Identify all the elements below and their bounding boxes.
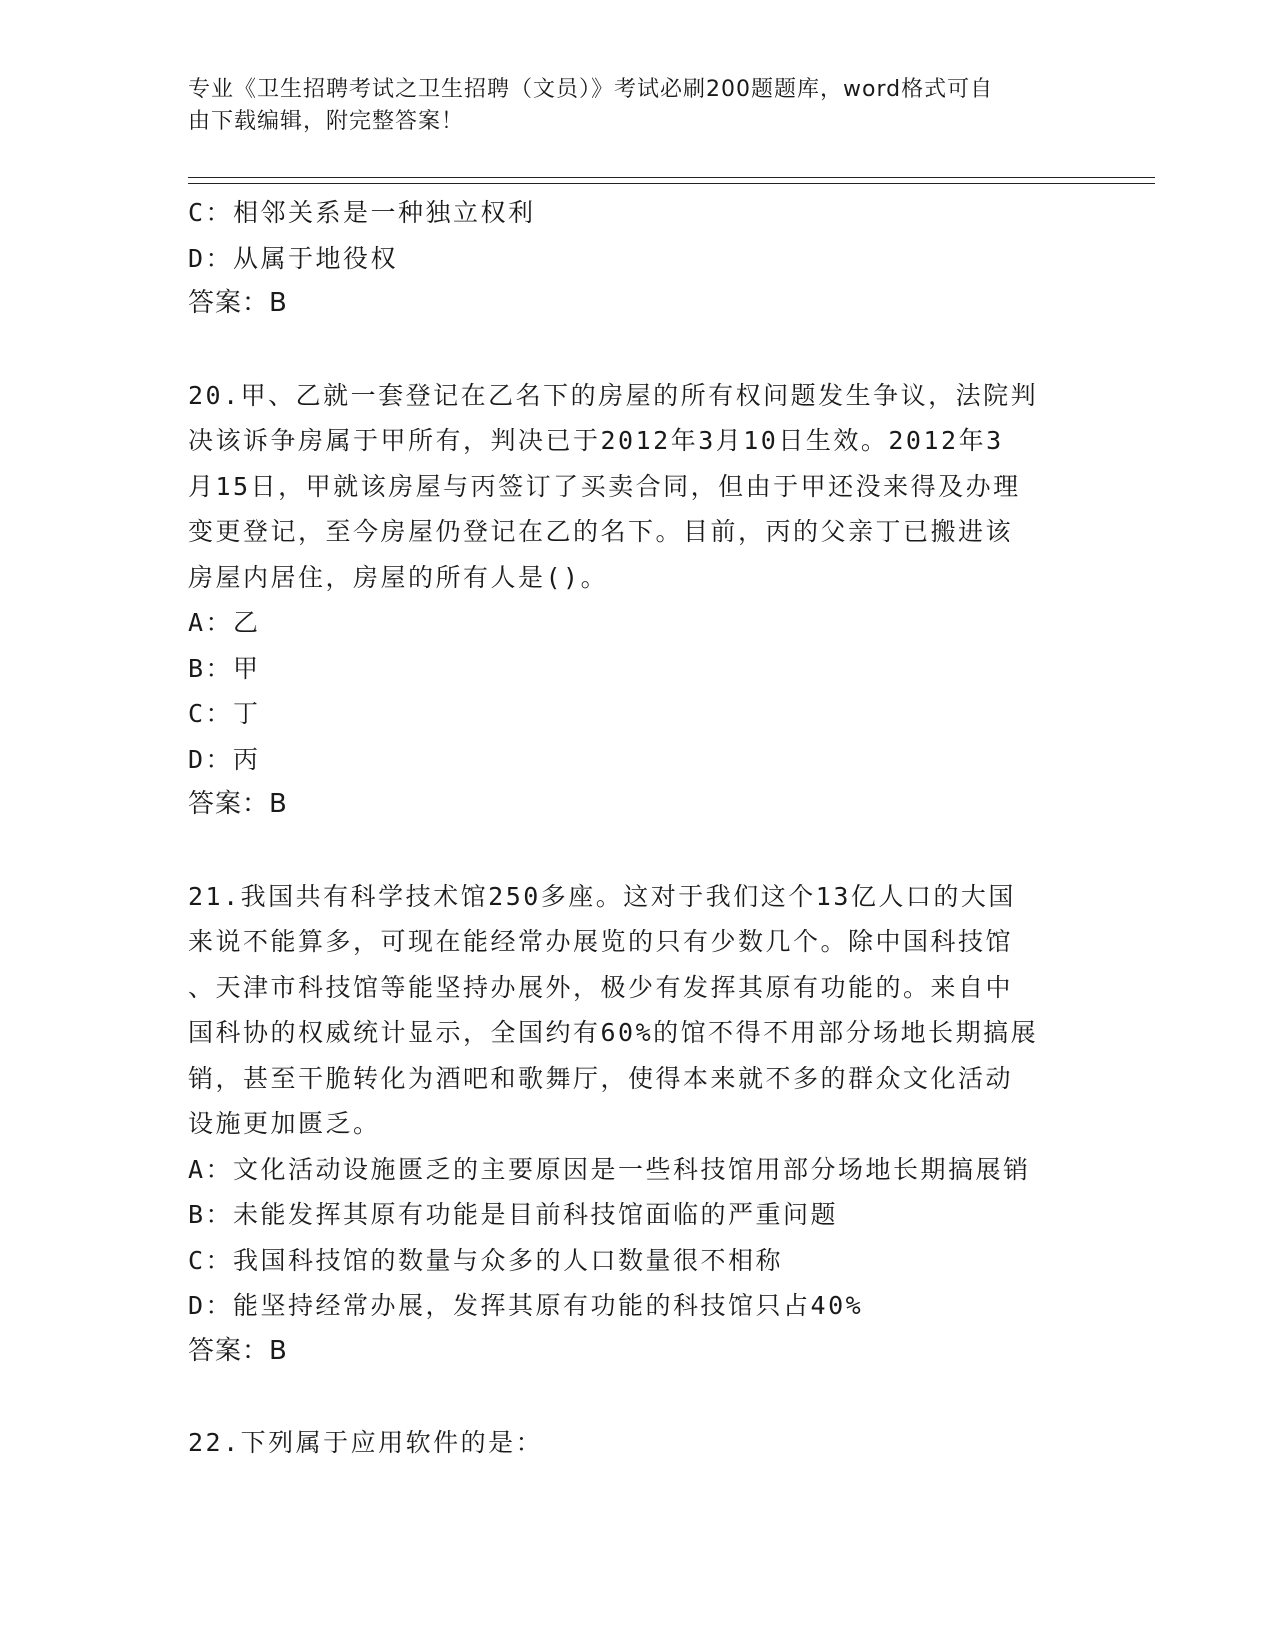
header-line-2: 由下载编辑，附完整答案！ [188, 109, 465, 134]
answer-line: 答案：B [188, 1335, 288, 1366]
option-c: C：我国科技馆的数量与众多的人口数量很不相称 [188, 1245, 784, 1275]
option-b: B：甲 [188, 653, 261, 683]
question-text-line: 决该诉争房属于甲所有，判决已于2012年3月10日生效。2012年3 [188, 426, 1004, 455]
spacer [188, 1374, 1108, 1420]
option-d: D：丙 [188, 744, 261, 774]
question-19-tail [188, 190, 1108, 327]
spacer [188, 828, 1108, 874]
answer-line: 答案：B [188, 288, 288, 318]
option-c: C：相邻关系是一种独立权利 [188, 198, 536, 227]
question-text-line: 来说不能算多，可现在能经常办展览的只有少数几个。除中国科技馆 [188, 927, 1014, 956]
spacer [188, 327, 1108, 373]
option-a: A：文化活动设施匮乏的主要原因是一些科技馆用部分场地长期搞展销 [188, 1154, 1031, 1184]
option-a: A：乙 [188, 608, 261, 637]
question-text-line: 设施更加匮乏。 [188, 1109, 381, 1138]
question-21 [188, 874, 1108, 1375]
page-header [188, 74, 1088, 138]
question-text-line: 22.下列属于应用软件的是： [188, 1428, 544, 1457]
option-d: D：从属于地役权 [188, 243, 399, 273]
question-20 [188, 373, 1108, 828]
question-text-line: 销，甚至干脆转化为酒吧和歌舞厅，使得本来就不多的群众文化活动 [188, 1063, 1014, 1093]
question-text-line: 月15日，甲就该房屋与丙签订了买卖合同，但由于甲还没来得及办理 [188, 471, 1021, 501]
header-line-1: 专业《卫生招聘考试之卫生招聘（文员）》考试必刷200题题库，word格式可自 [188, 77, 994, 102]
question-text-line: 、天津市科技馆等能坚持办展外，极少有发挥其原有功能的。来自中 [188, 972, 1014, 1002]
option-d: D：能坚持经常办展，发挥其原有功能的科技馆只占40% [188, 1291, 864, 1320]
question-text-line: 20.甲、乙就一套登记在乙名下的房屋的所有权问题发生争议，法院判 [188, 380, 1039, 410]
question-text-line: 21.我国共有科学技术馆250多座。这对于我们这个13亿人口的大国 [188, 881, 1016, 911]
option-c: C：丁 [188, 699, 261, 728]
answer-line: 答案：B [188, 789, 288, 819]
header-divider-top [188, 177, 1155, 178]
question-22 [188, 1420, 1108, 1466]
document-body [188, 190, 1108, 1466]
question-text-line: 房屋内居住，房屋的所有人是()。 [188, 562, 609, 592]
question-text-line: 变更登记，至今房屋仍登记在乙的名下。目前，丙的父亲丁已搬进该 [188, 517, 1014, 546]
header-divider-bottom [188, 183, 1155, 184]
option-b: B：未能发挥其原有功能是目前科技馆面临的严重问题 [188, 1200, 839, 1229]
question-text-line: 国科协的权威统计显示，全国约有60%的馆不得不用部分场地长期搞展 [188, 1018, 1039, 1047]
